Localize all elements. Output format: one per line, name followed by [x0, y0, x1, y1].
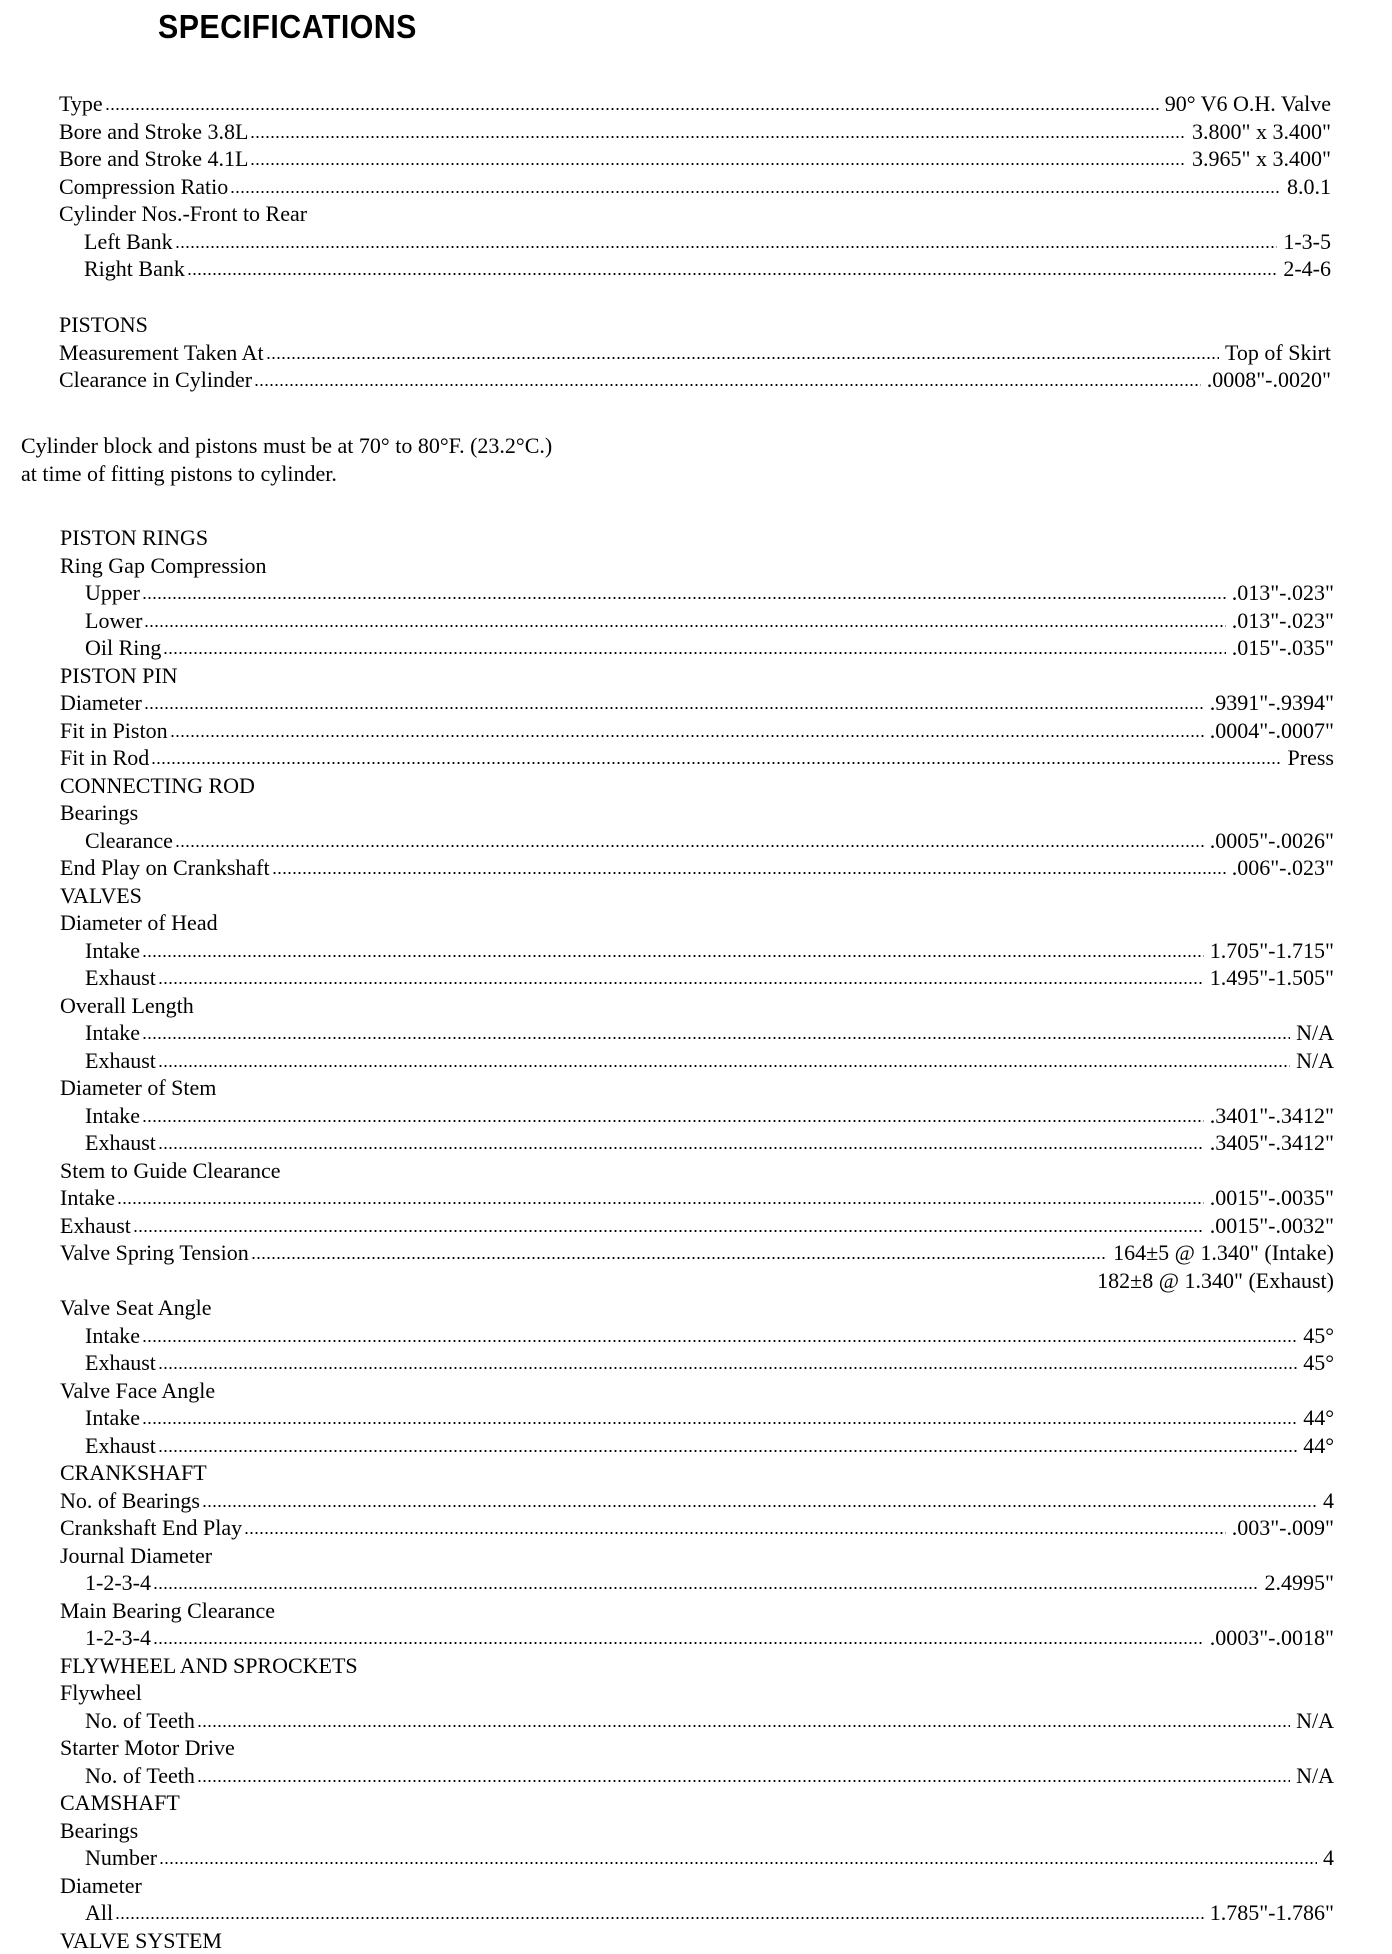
spec-label: VALVES: [60, 882, 142, 910]
spec-value: .0005"-.0026": [1210, 827, 1334, 855]
spec-label: PISTON RINGS: [60, 524, 208, 552]
spec-label: Intake: [60, 1019, 140, 1047]
spec-label: FLYWHEEL AND SPROCKETS: [60, 1652, 358, 1680]
spec-heading: [60, 1652, 1334, 1680]
dot-leader: [142, 596, 1226, 600]
dot-leader: [153, 1641, 1204, 1645]
spec-label: Exhaust: [60, 1349, 156, 1377]
spec-row: [60, 1569, 1334, 1597]
spec-label: Compression Ratio: [59, 173, 228, 201]
spec-value: .3405"-.3412": [1210, 1129, 1334, 1157]
spec-row: [60, 717, 1334, 745]
spec-label: Valve Spring Tension: [60, 1239, 249, 1267]
spec-row: [60, 1707, 1334, 1735]
spec-label: Valve Seat Angle: [60, 1294, 212, 1322]
spec-label: Bore and Stroke 3.8L: [59, 118, 248, 146]
spec-value: .3401"-.3412": [1210, 1102, 1334, 1130]
dot-leader: [158, 981, 1204, 985]
spec-row: [59, 339, 1331, 367]
note-line: at time of fitting pistons to cylinder.: [21, 460, 552, 488]
spec-heading: [60, 882, 1334, 910]
spec-label: Exhaust: [60, 1212, 131, 1240]
spec-row: [60, 1762, 1334, 1790]
spec-label: Clearance in Cylinder: [59, 366, 252, 394]
spec-label: 1-2-3-4: [60, 1569, 151, 1597]
spec-value: 164±5 @ 1.340" (Intake): [1113, 1239, 1334, 1267]
dot-leader: [175, 844, 1204, 848]
spec-heading: [60, 1927, 1334, 1954]
spec-heading: [60, 1459, 1334, 1487]
spec-value: 3.965" x 3.400": [1192, 145, 1331, 173]
spec-value: .0008"-.0020": [1207, 366, 1331, 394]
spec-label: Exhaust: [60, 1129, 156, 1157]
spec-value: 1.495"-1.505": [1210, 964, 1334, 992]
spec-heading: [60, 909, 1334, 937]
dot-leader: [133, 1229, 1204, 1233]
spec-row: [60, 1322, 1334, 1350]
spec-label: End Play on Crankshaft: [60, 854, 270, 882]
spec-label: CONNECTING ROD: [60, 772, 255, 800]
spec-heading: [60, 1817, 1334, 1845]
spec-row: [60, 1129, 1334, 1157]
spec-row: [60, 937, 1334, 965]
spec-label: Type: [59, 90, 103, 118]
dot-leader: [202, 1504, 1317, 1508]
spec-row: [60, 1349, 1334, 1377]
spec-heading: [60, 662, 1334, 690]
spec-value: N/A: [1296, 1707, 1334, 1735]
dot-leader: [250, 135, 1186, 139]
spec-heading: [60, 552, 1334, 580]
dot-leader: [187, 272, 1278, 276]
dot-leader: [197, 1724, 1290, 1728]
dot-leader: [153, 1586, 1259, 1590]
spec-label: Intake: [60, 1322, 140, 1350]
spec-label: Ring Gap Compression: [60, 552, 267, 580]
spec-value: .003"-.009": [1232, 1514, 1334, 1542]
dot-leader: [170, 734, 1204, 738]
spec-row: [60, 1899, 1334, 1927]
spec-value: 44°: [1303, 1404, 1334, 1432]
piston-specs: [59, 311, 1331, 394]
spec-label: All: [60, 1899, 113, 1927]
spec-value: 44°: [1303, 1432, 1334, 1460]
spec-label: Right Bank: [59, 255, 185, 283]
spec-label: Main Bearing Clearance: [60, 1597, 275, 1625]
spec-value: N/A: [1296, 1047, 1334, 1075]
spec-label: Valve Face Angle: [60, 1377, 215, 1405]
spec-value: 1.705"-1.715": [1210, 937, 1334, 965]
spec-row: [60, 579, 1334, 607]
dot-leader: [158, 1366, 1297, 1370]
spec-heading: [60, 772, 1334, 800]
spec-label: Fit in Piston: [60, 717, 168, 745]
fitting-note: [21, 432, 552, 487]
spec-heading: [59, 311, 1331, 339]
dot-leader: [144, 706, 1204, 710]
spec-label: Intake: [60, 1102, 140, 1130]
spec-heading: [60, 1789, 1334, 1817]
spec-label: Starter Motor Drive: [60, 1734, 235, 1762]
general-specs: [59, 90, 1331, 283]
spec-row: [60, 827, 1334, 855]
spec-heading: [60, 1872, 1334, 1900]
spec-value: Press: [1288, 744, 1334, 772]
dot-leader: [272, 871, 1226, 875]
spec-label: CAMSHAFT: [60, 1789, 180, 1817]
dot-leader: [142, 1036, 1290, 1040]
spec-label: Number: [60, 1844, 157, 1872]
spec-row: [60, 689, 1334, 717]
spec-value: .9391"-.9394": [1210, 689, 1334, 717]
dot-leader: [266, 356, 1219, 360]
spec-row: [60, 1267, 1334, 1295]
dot-leader: [158, 1449, 1297, 1453]
spec-label: VALVE SYSTEM: [60, 1927, 222, 1954]
dot-leader: [105, 107, 1159, 111]
spec-value: 3.800" x 3.400": [1192, 118, 1331, 146]
spec-label: No. of Teeth: [60, 1707, 195, 1735]
spec-label: Clearance: [60, 827, 173, 855]
spec-row: [59, 366, 1331, 394]
spec-heading: [60, 1074, 1334, 1102]
spec-heading: [60, 1157, 1334, 1185]
dot-leader: [151, 761, 1281, 765]
spec-label: Lower: [60, 607, 142, 635]
spec-row: [60, 634, 1334, 662]
spec-row: [60, 1019, 1334, 1047]
dot-leader: [158, 1146, 1204, 1150]
spec-value: 90° V6 O.H. Valve: [1165, 90, 1331, 118]
spec-label: Upper: [60, 579, 140, 607]
spec-row: [59, 173, 1331, 201]
spec-label: 1-2-3-4: [60, 1624, 151, 1652]
spec-value: .0015"-.0035": [1210, 1184, 1334, 1212]
dot-leader: [142, 1421, 1297, 1425]
spec-label: Crankshaft End Play: [60, 1514, 242, 1542]
spec-row: [60, 1844, 1334, 1872]
dot-leader: [175, 245, 1278, 249]
dot-leader: [115, 1916, 1204, 1920]
spec-row: [59, 90, 1331, 118]
spec-value: 45°: [1303, 1349, 1334, 1377]
spec-value: .0003"-.0018": [1210, 1624, 1334, 1652]
dot-leader: [158, 1064, 1290, 1068]
spec-label: No. of Bearings: [60, 1487, 200, 1515]
note-line: Cylinder block and pistons must be at 70° to 80°F. (23.2°C.): [21, 432, 552, 460]
spec-heading: [60, 799, 1334, 827]
spec-row: [60, 1624, 1334, 1652]
spec-label: PISTON PIN: [60, 662, 178, 690]
spec-row: [60, 1047, 1334, 1075]
spec-label: Measurement Taken At: [59, 339, 264, 367]
spec-label: Intake: [60, 1404, 140, 1432]
spec-label: Bearings: [60, 799, 138, 827]
page-title: SPECIFICATIONS: [158, 8, 417, 46]
spec-heading: [60, 992, 1334, 1020]
spec-label: Diameter: [60, 689, 142, 717]
spec-value: .006"-.023": [1232, 854, 1334, 882]
spec-value: 45°: [1303, 1322, 1334, 1350]
spec-heading: [59, 200, 1331, 228]
spec-row: [60, 607, 1334, 635]
dot-leader: [142, 1119, 1204, 1123]
spec-label: PISTONS: [59, 311, 148, 339]
spec-row: [60, 1514, 1334, 1542]
spec-value: 1.785"-1.786": [1210, 1899, 1334, 1927]
spec-label: Diameter: [60, 1872, 142, 1900]
spec-label: Exhaust: [60, 1047, 156, 1075]
spec-label: Journal Diameter: [60, 1542, 212, 1570]
spec-value: 2.4995": [1265, 1569, 1334, 1597]
spec-heading: [60, 1294, 1334, 1322]
spec-label: Stem to Guide Clearance: [60, 1157, 281, 1185]
spec-row: [60, 1102, 1334, 1130]
dot-leader: [250, 162, 1186, 166]
dot-leader: [144, 624, 1225, 628]
dot-leader: [159, 1861, 1317, 1865]
spec-label: Intake: [60, 1184, 115, 1212]
spec-row: [60, 1487, 1334, 1515]
spec-value: 182±8 @ 1.340" (Exhaust): [1097, 1267, 1334, 1295]
spec-row: [59, 255, 1331, 283]
spec-label: Bearings: [60, 1817, 138, 1845]
spec-value: 1-3-5: [1283, 228, 1331, 256]
spec-row: [59, 145, 1331, 173]
spec-row: [60, 964, 1334, 992]
spec-value: .0004"-.0007": [1210, 717, 1334, 745]
spec-row: [60, 1184, 1334, 1212]
dot-leader: [197, 1779, 1290, 1783]
spec-label: Left Bank: [59, 228, 173, 256]
spec-value: 4: [1323, 1487, 1334, 1515]
spec-heading: [60, 524, 1334, 552]
spec-label: Cylinder Nos.-Front to Rear: [59, 200, 307, 228]
spec-value: 8.0.1: [1287, 173, 1331, 201]
spec-label: Flywheel: [60, 1679, 142, 1707]
spec-row: [59, 228, 1331, 256]
spec-value: 4: [1323, 1844, 1334, 1872]
spec-label: Overall Length: [60, 992, 194, 1020]
detail-specs: [60, 524, 1334, 1954]
spec-label: No. of Teeth: [60, 1762, 195, 1790]
spec-heading: [60, 1679, 1334, 1707]
spec-label: Intake: [60, 937, 140, 965]
spec-heading: [60, 1597, 1334, 1625]
spec-label: Diameter of Head: [60, 909, 218, 937]
spec-label: CRANKSHAFT: [60, 1459, 207, 1487]
spec-row: [60, 1212, 1334, 1240]
spec-row: [60, 1239, 1334, 1267]
spec-heading: [60, 1734, 1334, 1762]
spec-label: Fit in Rod: [60, 744, 149, 772]
spec-heading: [60, 1377, 1334, 1405]
dot-leader: [163, 651, 1225, 655]
spec-row: [60, 1404, 1334, 1432]
spec-row: [59, 118, 1331, 146]
spec-label: Exhaust: [60, 1432, 156, 1460]
spec-row: [60, 1432, 1334, 1460]
spec-label: Bore and Stroke 4.1L: [59, 145, 248, 173]
spec-label: Diameter of Stem: [60, 1074, 216, 1102]
dot-leader: [142, 954, 1204, 958]
dot-leader: [254, 383, 1201, 387]
dot-leader: [251, 1256, 1107, 1260]
spec-label: Exhaust: [60, 964, 156, 992]
spec-value: .013"-.023": [1232, 579, 1334, 607]
spec-row: [60, 854, 1334, 882]
dot-leader: [117, 1201, 1204, 1205]
spec-heading: [60, 1542, 1334, 1570]
dot-leader: [244, 1531, 1226, 1535]
spec-label: Oil Ring: [60, 634, 161, 662]
spec-row: [60, 744, 1334, 772]
spec-value: .013"-.023": [1232, 607, 1334, 635]
dot-leader: [142, 1339, 1297, 1343]
spec-value: .015"-.035": [1232, 634, 1334, 662]
spec-value: Top of Skirt: [1225, 339, 1331, 367]
spec-value: .0015"-.0032": [1210, 1212, 1334, 1240]
spec-value: N/A: [1296, 1019, 1334, 1047]
spec-value: 2-4-6: [1283, 255, 1331, 283]
dot-leader: [230, 190, 1281, 194]
spec-value: N/A: [1296, 1762, 1334, 1790]
